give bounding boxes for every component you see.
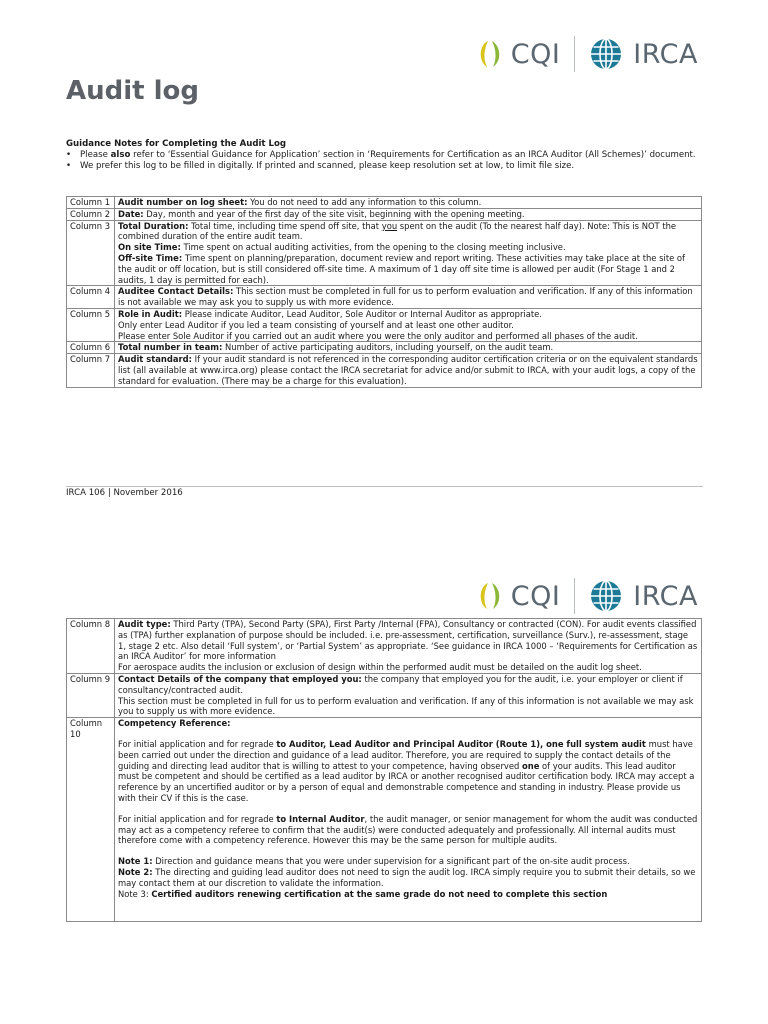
field-text: This section must be completed in full for us to perform evaluation and verification. If any of this information is not available we may ask you to supply us with more evidence. <box>118 286 693 308</box>
irca-logo-text: IRCA <box>633 580 698 612</box>
field-text: You do not need to add any information to this column. <box>247 197 482 207</box>
table-row <box>67 220 702 286</box>
field-name: On site Time: <box>118 242 181 253</box>
field-text-underlined: you <box>381 220 398 231</box>
table-row <box>67 286 702 309</box>
field-text: the company that employed you for the audit, i.e. your employer or client if consultancy/contracted audit. <box>118 673 683 695</box>
guidance-notes <box>66 139 706 172</box>
note-label: Note 2: <box>118 866 153 877</box>
column-description <box>115 673 702 717</box>
field-text: Third Party (TPA), Second Party (SPA), First Party /Internal (FPA), Consultancy or contracted (CON). For audit events classified as (TPA) further explanation of purpose should be included. i.e. pre-assessment, certification, surveillance (Surv.), re-assessment, stage 1, stage 2 etc. Also detail ‘Full system’, or ‘Partial System’ as appropriate. ‘See guidance in IRCA 1000 – ‘Requirements for Certification as an IRCA Auditor’ for more information <box>118 619 698 662</box>
column-description <box>115 220 702 286</box>
field-text: of your audits. This lead auditor must be competent and should be certified as a lead auditor by IRCA or another recognised auditor certification body. IRCA may accept a reference by an uncertified auditor or by a person of equal and demonstrable competence and standing in industry. Please provide us with their CV if this is the case. <box>118 760 695 803</box>
paragraph <box>118 739 698 804</box>
logo-divider <box>574 36 575 72</box>
logo-bar <box>473 578 698 614</box>
cqi-logo-text: CQI <box>510 38 561 70</box>
field-name: Off-site Time: <box>118 252 183 263</box>
field-name: Auditee Contact Details: <box>118 286 234 297</box>
field-text: Please enter Sole Auditor if you carried out an audit where you were the only auditor and performed all phases of the audit. <box>118 330 638 341</box>
irca-logo <box>589 37 698 71</box>
logo-bar <box>473 36 698 72</box>
field-text: Time spent on planning/preparation, document review and report writing. These activities may take place at the site of the audit or off location, but is still considered off-site time. A maximum of 1 day off site time is allowed per audit (For Stage 1 and 2 audits, 1 day is permitted for each). <box>118 252 685 285</box>
cqi-logo <box>473 37 561 71</box>
column-description <box>115 197 702 209</box>
table-row <box>67 342 702 354</box>
table-row <box>67 197 702 209</box>
page-title: Audit log <box>66 76 200 106</box>
guidance-text: refer to ‘Essential Guidance for Application’ section in ‘Requirements for Certification as an IRCA Auditor (All Schemes)’ document. <box>130 150 696 160</box>
table-row <box>67 308 702 341</box>
column-label: Column 2 <box>67 208 115 220</box>
field-text: , the audit manager, or senior management for whom the audit was conducted may act as a competency referee to confirm that the audit(s) were conducted adequately and professionally. All internal audits must therefore come with a competency reference. However this may be the same person for multiple audits. <box>118 813 698 846</box>
column-description <box>115 208 702 220</box>
spacer <box>118 846 698 856</box>
field-emphasis: to Auditor, Lead Auditor and Principal Auditor (Route 1), one full system audit <box>276 738 646 749</box>
table-row <box>67 354 702 387</box>
note-label: Note 1: <box>118 856 153 867</box>
note-text: The directing and guiding lead auditor does not need to sign the audit log. IRCA simply require you to submit their details, so we may contact them at our discretion to validate the information. <box>118 866 696 888</box>
field-text: spent on the audit (To the nearest half day). Note: This is NOT the combined duration of the entire audit team. <box>118 220 677 242</box>
field-text: must have been carried out under the direction and guidance of a lead auditor. Therefore, you are required to supply the contact details of the guiding and directing lead auditor that is willing to attest to your competence, having observed <box>118 738 693 771</box>
field-text: Total time, including time spend off site, that <box>188 220 382 231</box>
cqi-leaf-icon <box>473 37 507 71</box>
table-row <box>67 208 702 220</box>
page-2 <box>0 560 768 1024</box>
column-label: Column 1 <box>67 197 115 209</box>
spacer <box>118 729 698 739</box>
guidance-emphasis: also <box>110 150 131 160</box>
page-footer: IRCA 106 | November 2016 <box>66 488 183 498</box>
column-label: Column 7 <box>67 354 115 387</box>
guidance-text: Please <box>80 150 111 160</box>
bullet-icon: • <box>66 161 72 171</box>
column-label: Column 8 <box>67 619 115 674</box>
column-description <box>115 718 702 922</box>
field-name: Audit standard: <box>118 354 192 365</box>
column-label: Column 4 <box>67 286 115 309</box>
paragraph <box>118 814 698 846</box>
column-label: Column 3 <box>67 220 115 286</box>
guidance-text: We prefer this log to be filled in digitally. If printed and scanned, please keep resolution set at low, to limit file size. <box>80 161 575 171</box>
note-label: Note 3: <box>118 888 152 899</box>
column-description <box>115 619 702 674</box>
field-text: This section must be completed in full for us to perform evaluation and verification. If any of this information is not available we may ask you to supply us with more evidence. <box>118 695 694 717</box>
note <box>118 889 698 900</box>
field-name: Total Duration: <box>118 220 189 231</box>
bullet-icon: • <box>66 150 72 160</box>
field-text: Number of active participating auditors, including yourself, on the audit team. <box>222 342 554 353</box>
field-emphasis: to Internal Auditor <box>276 813 365 824</box>
spacer <box>118 804 698 814</box>
field-text: Day, month and year of the first day of the site visit, beginning with the opening meeting. <box>143 208 525 219</box>
column-description <box>115 308 702 341</box>
footer-divider <box>66 486 703 487</box>
guidance-list <box>66 150 706 172</box>
globe-icon <box>589 579 623 613</box>
field-name: Contact Details of the company that employed you: <box>118 673 362 684</box>
table-row <box>67 673 702 717</box>
column-description <box>115 342 702 354</box>
guidance-item <box>66 161 706 172</box>
logo-divider <box>574 578 575 614</box>
irca-logo-text: IRCA <box>633 38 698 70</box>
field-text: For initial application and for regrade <box>118 813 277 824</box>
column-description <box>115 286 702 309</box>
field-name: Role in Audit: <box>118 308 183 319</box>
field-name: Total number in team: <box>118 342 223 353</box>
field-text: Time spent on actual auditing activities, from the opening to the closing meeting inclusive. <box>180 242 566 253</box>
note-text: Certified auditors renewing certification at the same grade do not need to complete this section <box>151 888 608 899</box>
field-name: Audit number on log sheet: <box>118 197 248 207</box>
column-label: Column 5 <box>67 308 115 341</box>
section-heading: Competency Reference: <box>118 718 231 729</box>
globe-icon <box>589 37 623 71</box>
field-text: For initial application and for regrade <box>118 738 277 749</box>
cqi-logo-text: CQI <box>510 580 561 612</box>
cqi-leaf-icon <box>473 579 507 613</box>
note <box>118 867 698 889</box>
guidance-heading: Guidance Notes for Completing the Audit Log <box>66 139 287 149</box>
columns-table-1 <box>66 196 702 388</box>
field-text: Only enter Lead Auditor if you led a team consisting of yourself and at least one other auditor. <box>118 319 514 330</box>
field-name: Date: <box>118 208 144 219</box>
column-label: Column 9 <box>67 673 115 717</box>
guidance-item <box>66 150 706 161</box>
field-name: Audit type: <box>118 619 171 629</box>
table-row <box>67 619 702 674</box>
field-text: If your audit standard is not referenced in the corresponding auditor certification criteria or on the equivalent standards list (all available at www.irca.org) please contact the IRCA secretariat for advice and/or submit to IRCA, with your audit logs, a copy of the standard for evaluation. (There may be a charge for this evaluation). <box>118 354 698 386</box>
note <box>118 856 698 867</box>
table-row <box>67 718 702 922</box>
column-label: Column 6 <box>67 342 115 354</box>
column-label: Column 10 <box>67 718 115 922</box>
cqi-logo <box>473 579 561 613</box>
column-description <box>115 354 702 387</box>
columns-table-2 <box>66 618 702 922</box>
field-emphasis: one <box>521 760 540 771</box>
field-text: Please indicate Auditor, Lead Auditor, Sole Auditor or Internal Auditor as appropriate. <box>182 308 542 319</box>
note-text: Direction and guidance means that you were under supervision for a significant part of the on-site audit process. <box>152 856 630 867</box>
field-text: For aerospace audits the inclusion or exclusion of design within the performed audit must be detailed on the audit log sheet. <box>118 662 642 673</box>
irca-logo <box>589 579 698 613</box>
